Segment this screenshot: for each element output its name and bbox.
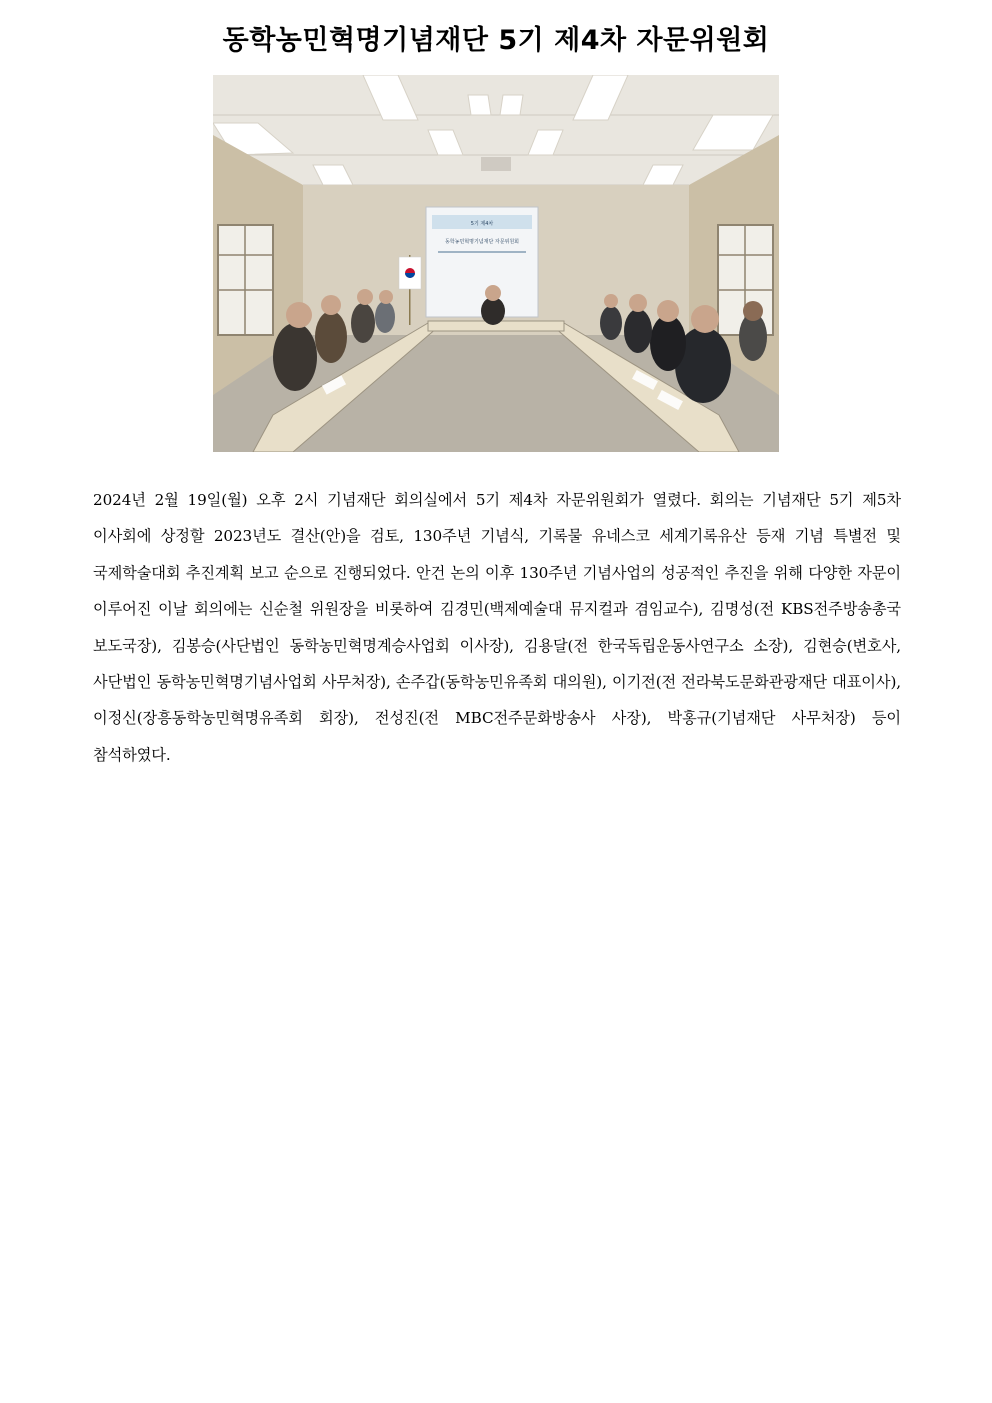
meeting-photo (213, 75, 779, 452)
page-title: 동학농민혁명기념재단 5기 제4차 자문위원회 (222, 25, 770, 56)
article-paragraph: 2024년 2월 19일(월) 오후 2시 기념재단 회의실에서 5기 제4차 자문위원회가 열렸다. 회의는 기념재단 5기 제5차 이사회에 상정할 2023년도 결산(안)을 검토, 130주년 기념식, 기록물 유네스코 세계기록유산 등재 기념 특별전 및 국제학술대회 추진계획 보고 순으로 진행되었다. 안건 논의 이후 130주년 기념사업의 성공적인 추진을 위해 다양한 자문이 이루어진 이날 회의에는 신순철 위원장을 비롯하여 김경민(백제예술대 뮤지컬과 겸임교수), 김명성(전 KBS전주방송총국 보도국장), 김봉승(사단법인 동학농민혁명계승사업회 이사장), 김용달(전 한국독립운동사연구소 소장), 김현승(변호사, 사단법인 동학농민혁명기념사업회 사무처장), 손주갑(동학농민유족회 대의원), 이기전(전 전라북도문화관광재단 대표이사), 이정신(장흥동학농민혁명유족회 회장), 전성진(전 MBC전주문화방송사 사장), 박홍규(기념재단 사무처장) 등이 참석하였다. (93, 491, 901, 764)
screen-line-2: 동학농민혁명기념재단 자문위원회 (444, 239, 520, 245)
screen-line-1: 5기 제4차 (470, 221, 494, 227)
